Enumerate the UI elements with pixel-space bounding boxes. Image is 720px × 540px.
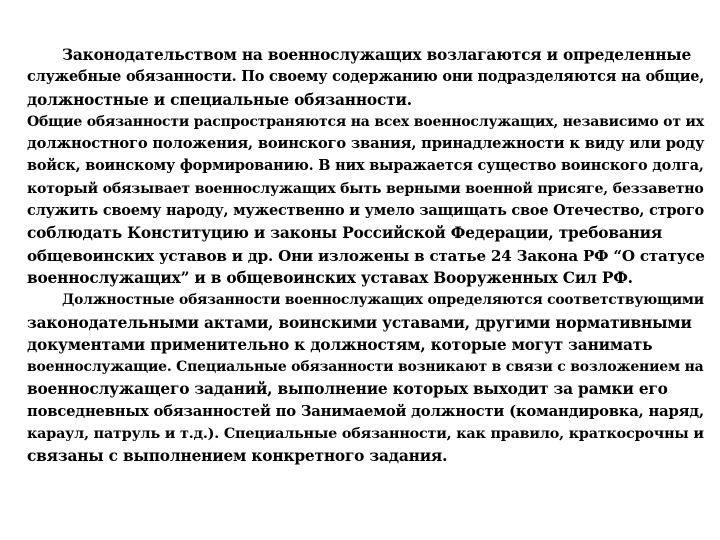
- text-line: караул, патруль и т.д.). Специальные обязанности, как правило, краткосрочны и: [27, 426, 704, 443]
- text-line: законодательными актами, воинскими уставами, другими нормативными: [27, 313, 692, 332]
- text-line: Должностные обязанности военнослужащих определяются соответствующими: [62, 292, 704, 309]
- text-line: соблюдать Конституцию и законы Российской Федерации, требования: [27, 224, 663, 243]
- text-line: связаны с выполнением конкретного задания.: [27, 447, 448, 466]
- text-line: военнослужащего заданий, выполнение которых выходит за рамки его: [27, 380, 668, 399]
- body-text: [27, 44, 707, 468]
- text-line: который обязывает военнослужащих быть верными военной присяге, беззаветно: [27, 180, 704, 197]
- text-line: Общие обязанности распространяются на всех военнослужащих, независимо от их: [27, 113, 704, 130]
- text-line: должностного положения, воинского звания, принадлежности к виду или роду: [27, 135, 705, 153]
- text-line: должностные и специальные обязанности.: [27, 90, 412, 109]
- text-line: военнослужащих” и в общевоинских уставах Вооруженных Сил РФ.: [27, 268, 633, 287]
- text-line: служить своему народу, мужественно и умело защищать свое Отечество, строго: [27, 202, 704, 220]
- text-line: повседневных обязанностей по Занимаемой должности (командировка, наряд,: [27, 402, 704, 420]
- text-line: войск, воинскому формированию. В них выражается существо воинского долга,: [27, 157, 704, 175]
- text-line: Законодательством на военнослужащих возлагаются и определенные: [62, 46, 692, 64]
- text-line: документами применительно к должностям, которые могут занимать: [27, 335, 653, 354]
- text-line: служебные обязанности. По своему содержанию они подразделяются на общие,: [27, 68, 705, 86]
- text-line: военнослужащие. Специальные обязанности возникают в связи с возложением на: [27, 359, 704, 376]
- text-line: общевоинских уставов и др. Они изложены в статье 24 Закона РФ “О статусе: [27, 246, 705, 265]
